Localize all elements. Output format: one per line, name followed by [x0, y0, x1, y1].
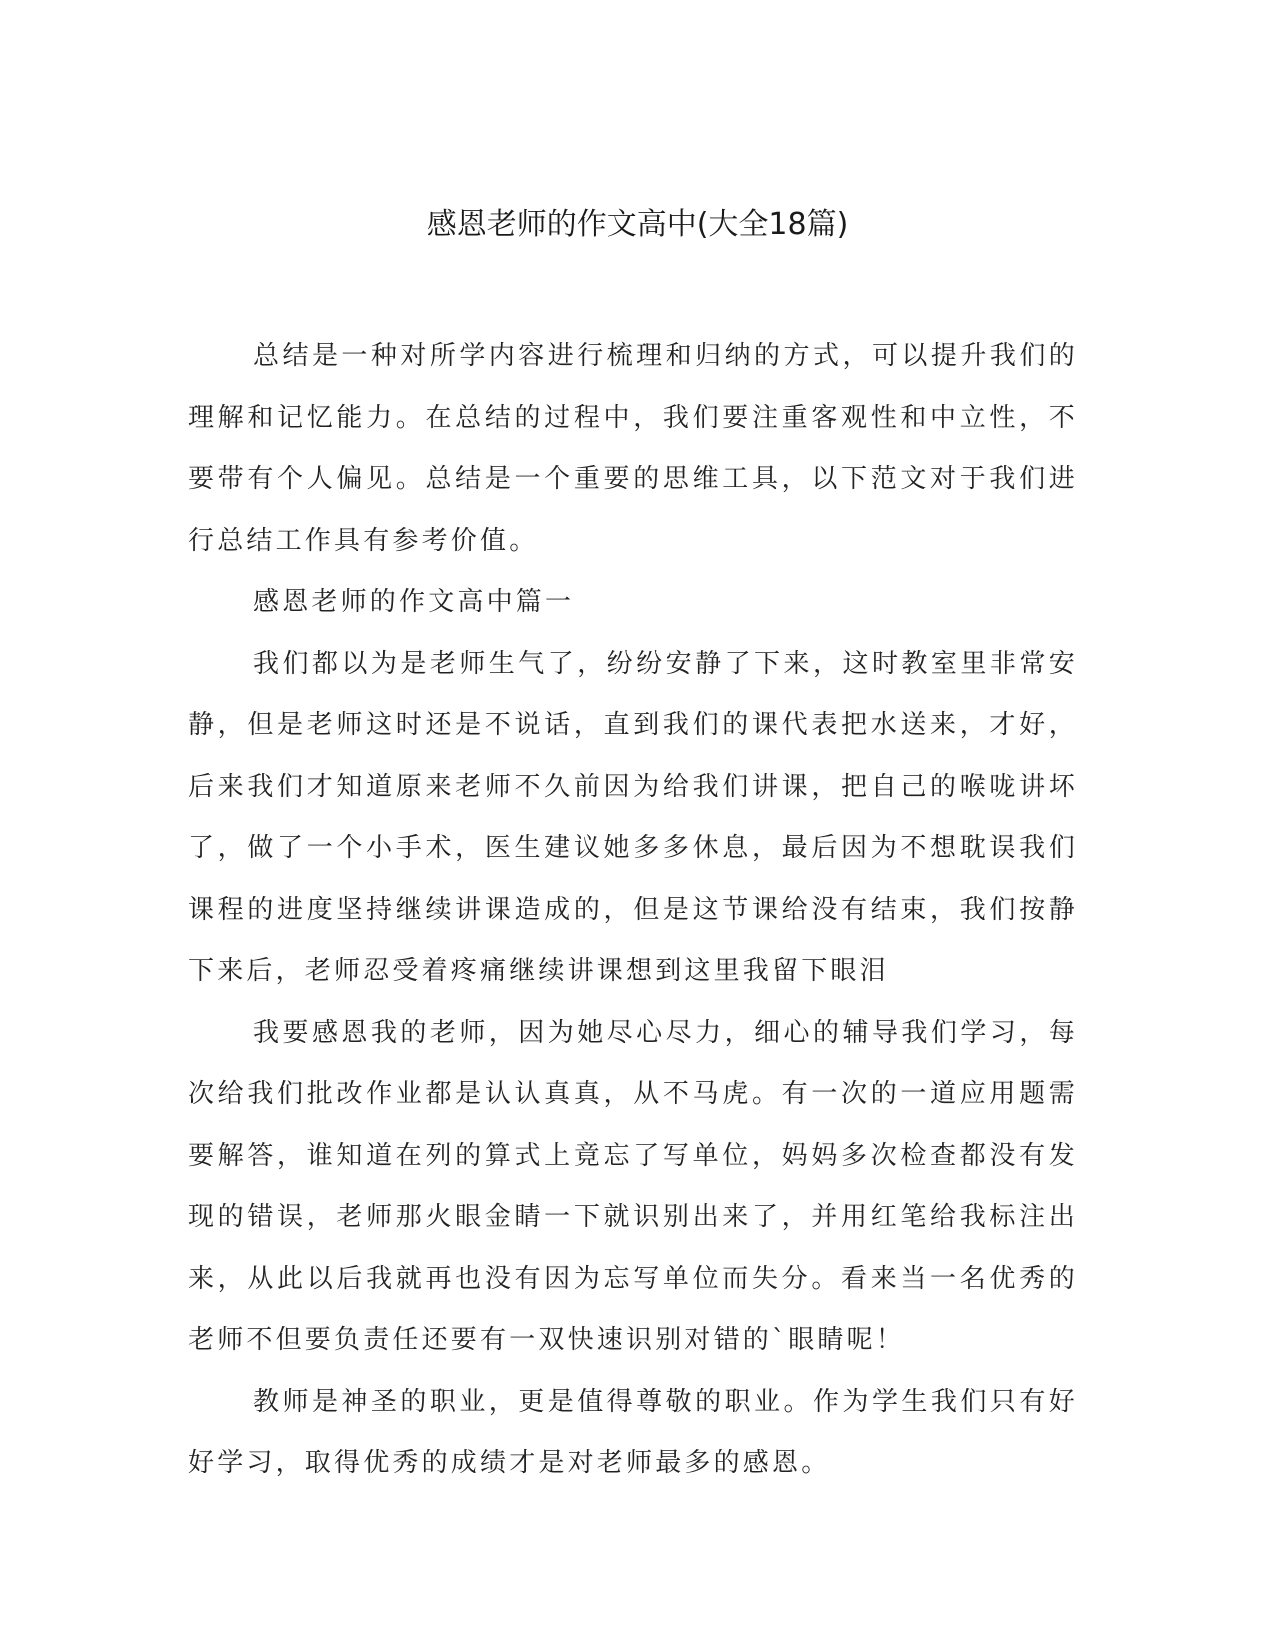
intro-paragraph: 总结是一种对所学内容进行梳理和归纳的方式，可以提升我们的理解和记忆能力。在总结的过程中，我们要注重客观性和中立性，不要带有个人偏见。总结是一个重要的思维工具，以下范文对于我们进行总结工作具有参考价值。 [188, 341, 1078, 556]
document-body [188, 326, 1078, 1495]
body-paragraph: 我要感恩我的老师，因为她尽心尽力，细心的辅导我们学习，每次给我们批改作业都是认认真真，从不马虎。有一次的一道应用题需要解答，谁知道在列的算式上竟忘了写单位，妈妈多次检查都没有发现的错误，老师那火眼金睛一下就识别出来了，并用红笔给我标注出来，从此以后我就再也没有因为忘写单位而失分。看来当一名优秀的老师不但要负责任还要有一双快速识别对错的`眼睛呢！ [188, 1017, 1078, 1355]
document-title: 感恩老师的作文高中(大全18篇) [426, 207, 849, 242]
section-heading: 感恩老师的作文高中篇一 [253, 587, 575, 617]
body-paragraph: 我们都以为是老师生气了，纷纷安静了下来，这时教室里非常安静，但是老师这时还是不说话，直到我们的课代表把水送来，才好，后来我们才知道原来老师不久前因为给我们讲课，把自己的喉咙讲坏了，做了一个小手术，医生建议她多多休息，最后因为不想耽误我们课程的进度坚持继续讲课造成的，但是这节课给没有结束，我们按静下来后，老师忍受着疼痛继续讲课想到这里我留下眼泪 [188, 648, 1078, 986]
body-paragraph: 教师是神圣的职业，更是值得尊敬的职业。作为学生我们只有好好学习，取得优秀的成绩才是对老师最多的感恩。 [188, 1386, 1078, 1478]
